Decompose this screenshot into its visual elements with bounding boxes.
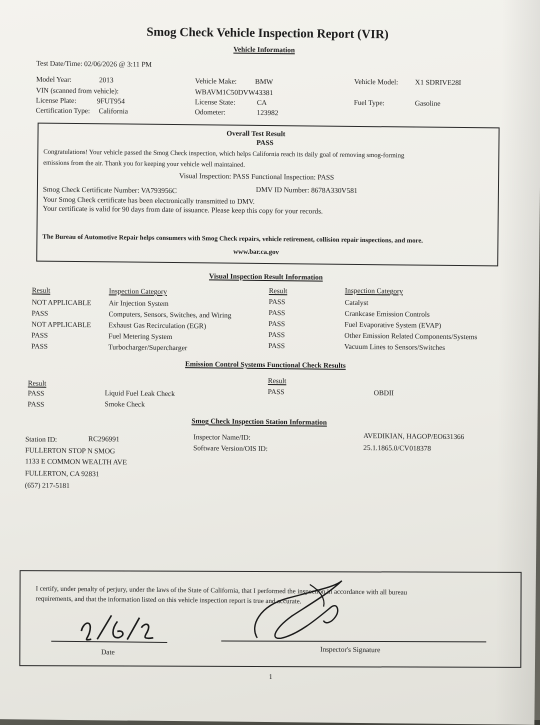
plate-value: 9FUT954 [96, 97, 125, 106]
software-label: Software Version/OIS ID: [193, 444, 268, 454]
overall-result-status: PASS [256, 138, 274, 148]
functional-category: Smoke Check [104, 400, 145, 409]
state-value: CA [256, 98, 267, 107]
model-year-label: Model Year: [36, 75, 72, 84]
visual-left-category-header: Inspection Category [108, 287, 168, 296]
visual-right-result: PASS [268, 331, 286, 340]
bar-info-line: The Bureau of Automotive Repair helps consumers with Smog Check repairs, vehicle retirement, collision repair inspections, and more. [42, 233, 424, 245]
visual-left-category: Fuel Metering System [108, 332, 173, 342]
test-datetime: Test Date/Time: 02/06/2026 @ 3:11 PM [36, 59, 152, 69]
fuel-value: Gasoline [414, 99, 441, 108]
station-address-line2: FULLERTON, CA 92831 [24, 469, 100, 479]
model-value: X1 SDRIVE28I [415, 78, 462, 88]
visual-right-category: Catalyst [344, 298, 369, 308]
functional-result: PASS [27, 400, 45, 409]
station-info-heading: Smog Check Inspection Station Information [191, 417, 327, 427]
model-label: Vehicle Model: [354, 77, 399, 87]
visual-right-category: Other Emission Related Components/Systems [344, 331, 478, 342]
functional-category: Liquid Fuel Leak Check [104, 389, 175, 399]
dmv-id-number: DMV ID Number: 8678A330V581 [255, 185, 358, 195]
visual-left-result: PASS [31, 309, 49, 318]
date-label: Date [101, 648, 115, 657]
visual-right-result: PASS [268, 320, 286, 329]
certify-text-line1: I certify, under penalty of perjury, under the laws of the State of California, that I performed the inspection in accordance with all bureau [35, 585, 408, 597]
result-message-line2: emissions from the air. Thank you for keeping your vehicle well maintained. [43, 159, 246, 169]
fuel-label: Fuel Type: [353, 98, 385, 108]
functional-right-result-header: Result [267, 377, 287, 386]
functional-category: OBDII [373, 389, 394, 398]
visual-left-result: NOT APPLICABLE [31, 298, 92, 308]
inspector-value: AVEDIKIAN, HAGOP/EO631366 [363, 432, 465, 442]
visual-left-category: Air Injection System [108, 299, 169, 308]
validity-note: Your certificate is valid for 90 days from date of issuance. Please keep this copy for your records. [42, 204, 323, 216]
station-phone: (657) 217-5181 [24, 481, 70, 490]
visual-left-category: Computers, Sensors, Switches, and Wiring [108, 310, 232, 320]
visual-left-result-header: Result [31, 286, 51, 295]
functional-check-heading: Emission Control Systems Functional Check Results [185, 360, 346, 370]
make-value: BMW [255, 77, 274, 87]
signature-label: Inspector's Signature [320, 645, 381, 655]
report-title: Smog Check Vehicle Inspection Report (VIR) [146, 24, 389, 42]
model-year-value: 2013 [99, 76, 114, 85]
station-id-label: Station ID: [25, 435, 58, 444]
odometer-value: 123982 [256, 108, 279, 118]
station-id-value: RC296991 [88, 435, 120, 444]
vin-value: WBAVM1C50DVW43381 [194, 88, 274, 98]
visual-right-category: Vacuum Lines to Sensors/Switches [344, 342, 446, 352]
certificate-number: Smog Check Certificate Number: VA793956C [42, 185, 177, 196]
functional-result: PASS [27, 389, 45, 398]
cert-type-value: California [98, 107, 128, 116]
inspector-label: Inspector Name/ID: [193, 433, 251, 442]
transmitted-note: Your Smog Check certificate has been electronically transmitted to DMV. [42, 195, 255, 206]
functional-result: PASS [267, 388, 285, 397]
inspector-signature [239, 576, 370, 647]
page-number: 1 [268, 673, 273, 682]
station-name: FULLERTON STOP N SMOG [25, 446, 116, 456]
visual-left-result: PASS [31, 331, 48, 340]
visual-left-category: Turbocharger/Supercharger [108, 343, 188, 353]
visual-inspection-heading: Visual Inspection Result Information [208, 272, 323, 282]
cert-type-label: Certification Type: [35, 106, 91, 116]
state-label: License State: [194, 98, 236, 107]
plate-label: License Plate: [35, 96, 77, 105]
vin-label: VIN (scanned from vehicle): [35, 86, 119, 96]
overall-result-heading: Overall Test Result [226, 129, 286, 139]
visual-functional-summary: Visual Inspection: PASS Functional Inspection: PASS [179, 172, 335, 182]
vehicle-info-heading: Vehicle Information [233, 45, 295, 55]
bar-website: www.bar.ca.gov [233, 248, 279, 257]
visual-right-result-header: Result [268, 287, 288, 296]
visual-right-result: PASS [268, 342, 285, 351]
make-label: Vehicle Make: [195, 77, 237, 86]
visual-right-category: Crankcase Emission Controls [344, 309, 430, 319]
visual-left-result: PASS [31, 342, 48, 351]
visual-right-category: Fuel Evaporative System (EVAP) [344, 320, 442, 330]
certify-text-line2: requirements, and that the information listed on this vehicle inspection report is true and accurate. [35, 595, 302, 606]
odometer-label: Odometer: [194, 108, 226, 117]
software-value: 25.1.1865.0/CV018378 [363, 444, 431, 453]
visual-right-result: PASS [268, 309, 286, 318]
result-message-line1: Congratulations! Your vehicle passed the Smog Check inspection, which helps California reach its daily goal of removing smog-forming [43, 148, 405, 160]
visual-left-result: NOT APPLICABLE [31, 320, 92, 330]
visual-right-result: PASS [268, 298, 286, 307]
visual-left-category: Exhaust Gas Recirculation (EGR) [108, 321, 207, 331]
handwritten-date [71, 609, 159, 646]
visual-right-category-header: Inspection Category [344, 286, 404, 296]
station-address-line1: 1133 E COMMON WEALTH AVE [25, 457, 127, 467]
functional-left-result-header: Result [27, 379, 47, 388]
